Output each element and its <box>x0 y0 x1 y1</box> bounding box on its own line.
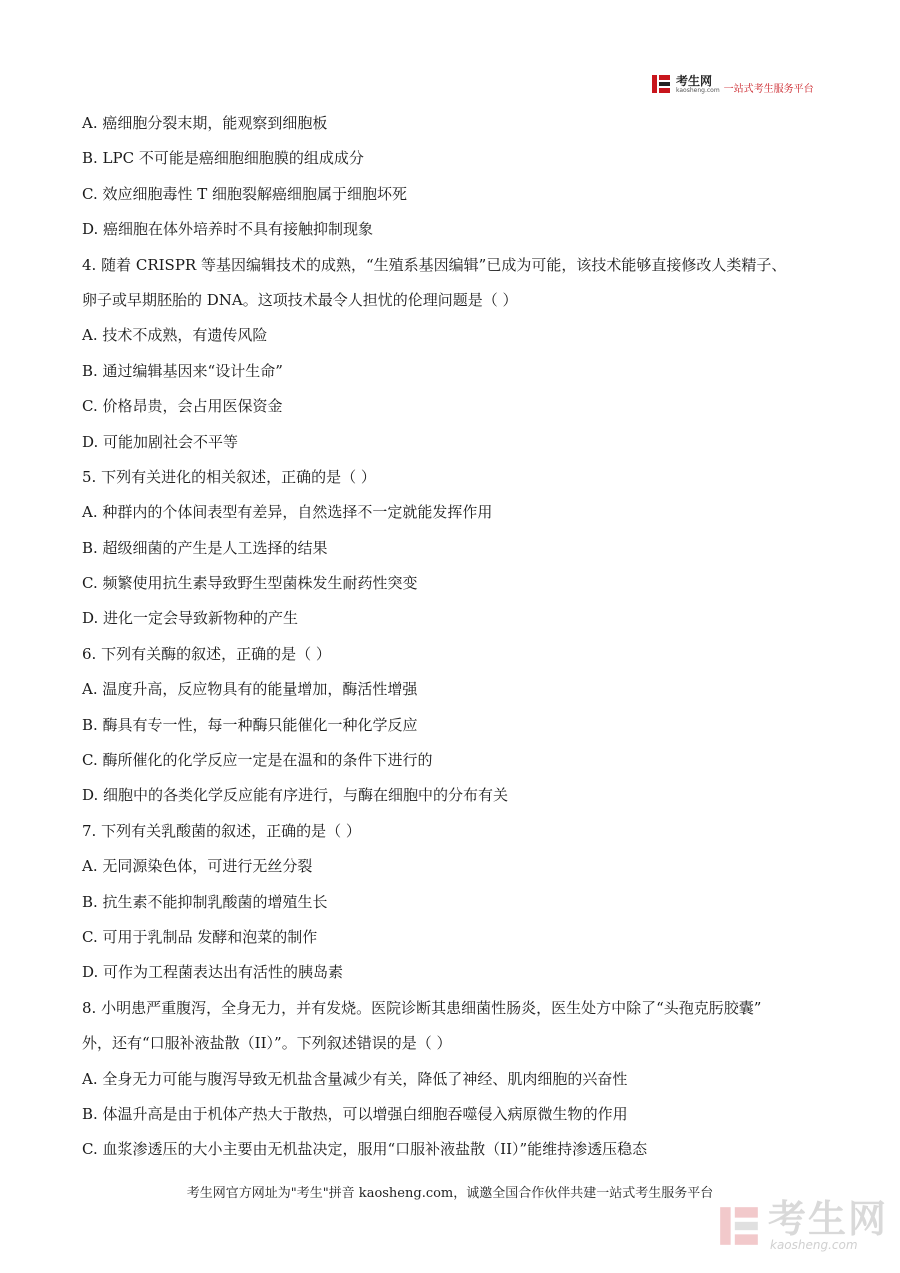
text-line: B. LPC 不可能是癌细胞细胞膜的组成成分 <box>82 149 364 168</box>
logo-slogan: 一站式考生服务平台 <box>723 83 814 95</box>
text-line: D. 细胞中的各类化学反应能有序进行，与酶在细胞中的分布有关 <box>82 786 509 805</box>
text-line: 5. 下列有关进化的相关叙述，正确的是（ ） <box>82 467 376 486</box>
text-line: A. 全身无力可能与腹泻导致无机盐含量减少有关，降低了神经、肌肉细胞的兴奋性 <box>82 1069 628 1088</box>
text-line: A. 癌细胞分裂末期，能观察到细胞板 <box>82 114 328 132</box>
text-line: 8. 小明患严重腹泻，全身无力，并有发烧。医院诊断其患细菌性肠炎，医生处方中除了“头孢克肟胶囊” <box>82 998 762 1017</box>
text-line: 7. 下列有关乳酸菌的叙述，正确的是（ ） <box>82 821 361 840</box>
text-line: B. 超级细菌的产生是人工选择的结果 <box>82 538 328 557</box>
text-line: 外，还有“口服补液盐散（II）”。下列叙述错误的是（ ） <box>82 1034 452 1053</box>
text-line: 6. 下列有关酶的叙述，正确的是（ ） <box>82 644 331 663</box>
text-line: A. 种群内的个体间表型有差异，自然选择不一定就能发挥作用 <box>82 503 493 522</box>
text-line: B. 抗生素不能抑制乳酸菌的增殖生长 <box>82 892 328 911</box>
text-line: A. 无同源染色体，可进行无丝分裂 <box>82 857 313 876</box>
text-line: B. 体温升高是由于机体产热大于散热，可以增强白细胞吞噬侵入病原微生物的作用 <box>82 1104 628 1123</box>
text-line: 4. 随着 CRISPR 等基因编辑技术的成熟，“生殖系基因编辑”已成为可能，该技术能够直接修改人类精子、 <box>82 255 787 274</box>
watermark-domain: kaosheng.com <box>770 1238 858 1252</box>
text-line: D. 可能加剧社会不平等 <box>82 432 239 451</box>
text-line: C. 效应细胞毒性 T 细胞裂解癌细胞属于细胞坏死 <box>82 184 408 203</box>
text-line: B. 通过编辑基因来“设计生命” <box>82 361 283 380</box>
text-line: C. 价格昂贵，会占用医保资金 <box>82 397 283 416</box>
text-line: C. 酶所催化的化学反应一定是在温和的条件下进行的 <box>82 751 433 770</box>
kaosheng-logo-icon <box>650 73 672 95</box>
text-line: A. 温度升高，反应物具有的能量增加，酶活性增强 <box>82 680 418 699</box>
header-logo <box>650 72 814 96</box>
text-line: C. 血浆渗透压的大小主要由无机盐决定，服用“口服补液盐散（II）”能维持渗透压稳态 <box>82 1140 648 1159</box>
logo-domain: kaosheng.com <box>676 86 720 94</box>
text-line: D. 进化一定会导致新物种的产生 <box>82 609 299 628</box>
watermark-name: 考生网 <box>768 1197 889 1241</box>
text-line: 卵子或早期胚胎的 DNA。这项技术最令人担忧的伦理问题是（ ） <box>82 290 518 309</box>
text-line: C. 频繁使用抗生素导致野生型菌株发生耐药性突变 <box>82 574 418 593</box>
page-footer: 考生网官方网址为"考生"拼音 kaosheng.com，诚邀全国合作伙伴共建一站式考生服务平台 <box>186 1186 714 1201</box>
logo-name: 考生网 <box>676 73 713 88</box>
text-line: B. 酶具有专一性，每一种酶只能催化一种化学反应 <box>82 715 418 734</box>
text-line: C. 可用于乳制品 发酵和泡菜的制作 <box>82 927 318 946</box>
kaosheng-watermark-icon <box>716 1203 762 1249</box>
text-line: D. 可作为工程菌表达出有活性的胰岛素 <box>82 963 344 982</box>
question-content <box>82 106 822 1168</box>
watermark <box>716 1197 889 1252</box>
text-line: D. 癌细胞在体外培养时不具有接触抑制现象 <box>82 220 374 239</box>
text-line: A. 技术不成熟，有遗传风险 <box>82 326 268 345</box>
